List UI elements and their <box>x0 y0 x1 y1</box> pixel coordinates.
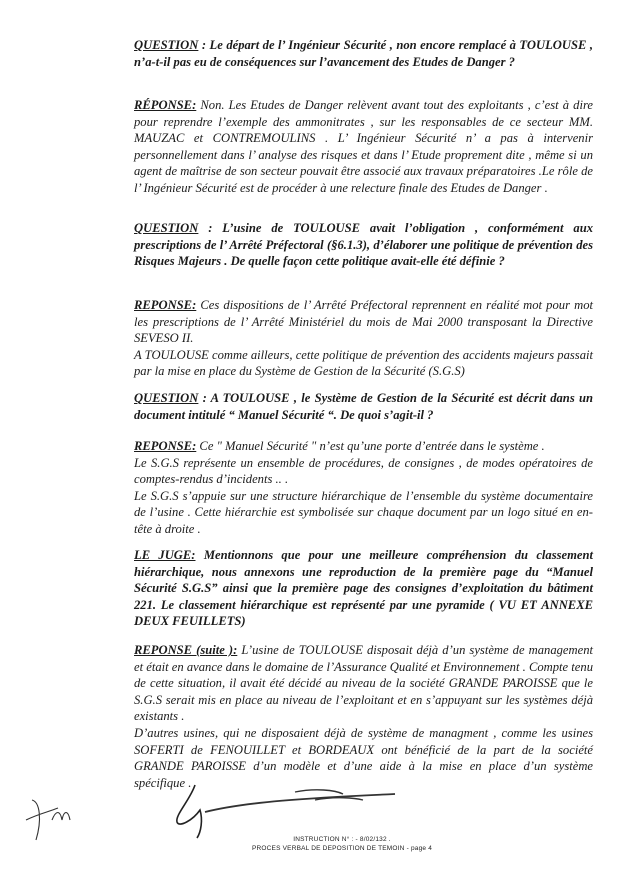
answer-label: REPONSE: <box>134 298 197 312</box>
question-3 <box>134 390 593 423</box>
question-text: : A TOULOUSE , le Système de Gestion de la Sécurité est décrit dans un document intitulé “ Manuel Sécurité “. De quoi s’agit-il ? <box>134 391 593 422</box>
answer-1 <box>134 97 593 197</box>
answer-2 <box>134 297 593 380</box>
answer-text: Non. Les Etudes de Danger relèvent avant tout des exploitants , c’est à dire pour reprendre l’exemple des ammonitrates , sur les responsables de ce secteur MM. MAUZAC et CONTREMOULINS . L’ Ingénieur Sécurité n’ a pas à intervenir personnellement dans l’ analyse des risques et dans l’ Etude proprement dite , même si un agent de maîtrise de son secteur pouvait être associé aux travaux préparatoires .Le rôle de l’ Ingénieur Sécurité est de procéder à une relecture finale des Etudes de Danger . <box>134 98 593 195</box>
question-label: QUESTION <box>134 391 199 405</box>
answer-3 <box>134 438 593 538</box>
answer-4 <box>134 642 593 791</box>
answer-paragraph: Le S.G.S représente un ensemble de procédures, de consignes , de modes opératoires de comptes-rendus d’incidents .. . <box>134 455 593 487</box>
question-text: : Le départ de l’ Ingénieur Sécurité , non encore remplacé à TOULOUSE , n’a-t-il pas eu de conséquences sur l’avancement des Etudes de Danger ? <box>134 38 593 69</box>
answer-label: REPONSE (suite ): <box>134 643 238 657</box>
footer-instruction: INSTRUCTION N° : - 8/02/132 . <box>293 836 391 843</box>
question-text: : L’usine de TOULOUSE avait l’obligation , conformément aux prescriptions de l’ Arrêté Préfectoral (§6.1.3), d’élaborer une politique de prévention des Risques Majeurs . De quelle façon cette politique avait-elle été définie ? <box>134 221 593 269</box>
answer-text: Ce " Manuel Sécurité " n’est qu’une porte d’entrée dans le système . <box>196 439 545 453</box>
answer-paragraph: Le S.G.S s’appuie sur une structure hiérarchique de l’ensemble du système documentaire de l’usine . Cette hiérarchie est symbolisée sur chaque document par un logo situé en en-tête à droite . <box>134 488 593 536</box>
judge-label: LE JUGE: <box>134 548 196 562</box>
answer-paragraph: D’autres usines, qui ne disposaient déjà de système de managment , comme les usines SOFERTI de FENOUILLET et BORDEAUX ont bénéficié de la part de la société GRANDE PAROISSE d’un modèle et d’une aide à la mise en place d’un système spécifique . <box>134 725 593 790</box>
answer-label: RÉPONSE: <box>134 98 197 112</box>
judge-statement <box>134 547 593 630</box>
answer-text: L’usine de TOULOUSE disposait déjà d’un système de management et était en avance dans le domaine de l’Assurance Qualité et Environnement . Compte tenu de cette situation, il avait été décidé au niveau de la société GRANDE PAROISSE que le S.G.S serait mis en place au niveau de l’exploitant et en s’appuyant sur les systèmes déjà existants . <box>134 643 593 724</box>
answer-label: REPONSE: <box>134 439 197 453</box>
footer-proces-verbal: PROCES VERBAL DE DEPOSITION DE TEMOIN - page 4 <box>251 845 433 852</box>
witness-signature <box>165 780 425 840</box>
question-1 <box>134 37 593 70</box>
question-2 <box>134 220 593 270</box>
question-label: QUESTION <box>134 221 199 235</box>
judge-text: Mentionnons que pour une meilleure compréhension du classement hiérarchique, nous annexons une reproduction de la première page du “Manuel Sécurité S.G.S” ainsi que la première page des consignes d’exploitation du bâtiment 221. Le classement hiérarchique est représenté par une pyramide ( VU ET ANNEXE DEUX FEUILLETS) <box>134 548 593 629</box>
answer-text: Ces dispositions de l’ Arrêté Préfectoral reprennent en réalité mot pour mot les prescriptions de l’ Arrêté Ministériel du mois de Mai 2000 transposant la Directive SEVESO II. <box>134 298 593 346</box>
answer-paragraph: A TOULOUSE comme ailleurs, cette politique de prévention des accidents majeurs passait par la mise en place du Système de Gestion de la Sécurité (S.G.S) <box>134 347 593 379</box>
question-label: QUESTION <box>134 38 199 52</box>
